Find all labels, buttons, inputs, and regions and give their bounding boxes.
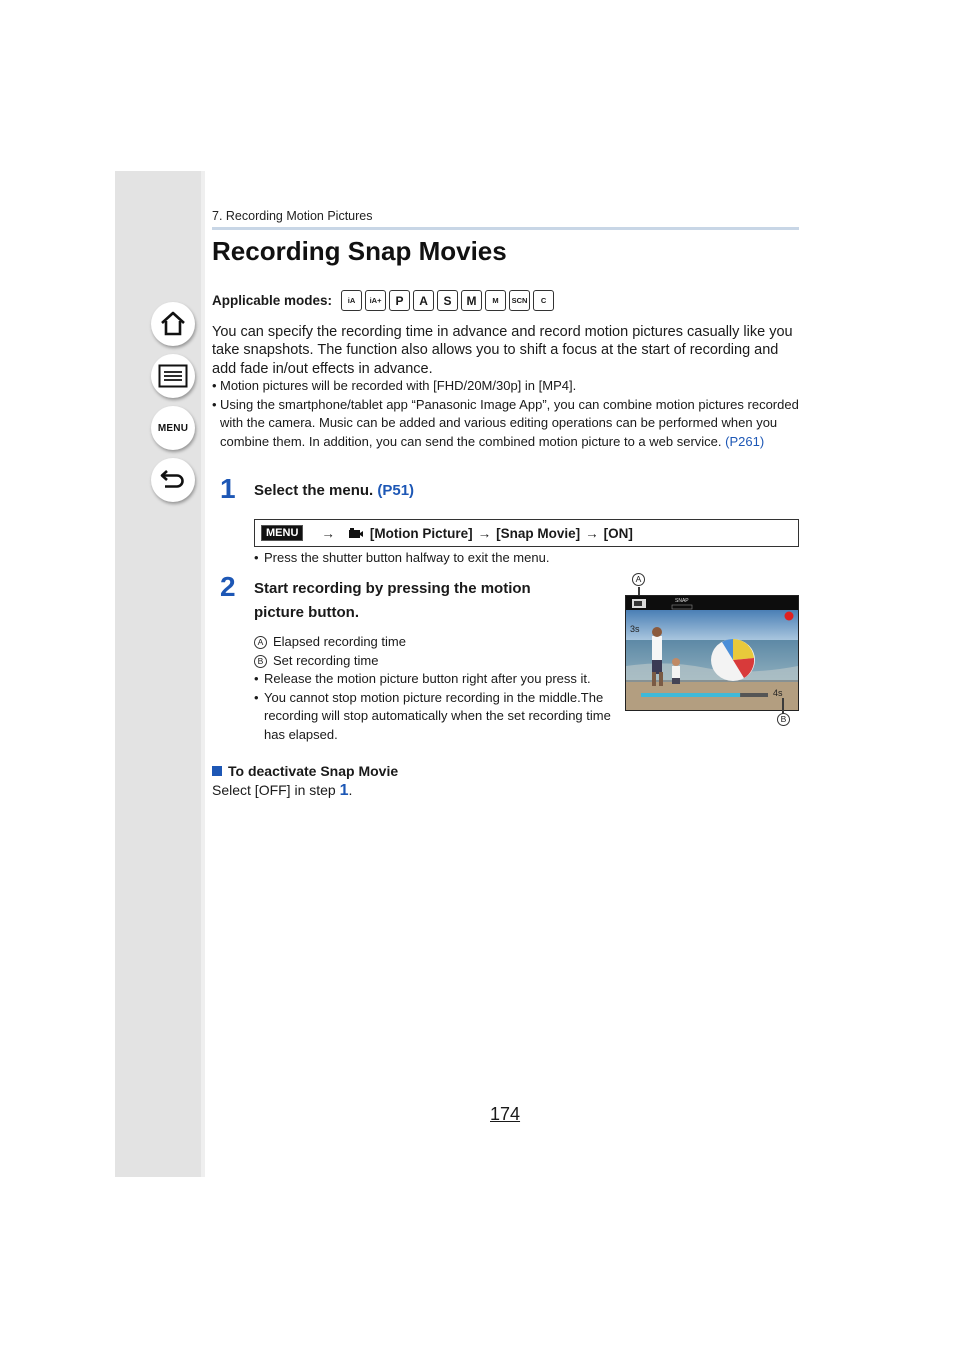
menu-path-arrow: → — [321, 525, 335, 541]
legend-a-mark: A — [254, 636, 267, 649]
mode-a-icon: A — [413, 290, 434, 311]
breadcrumb: 7. Recording Motion Pictures — [212, 209, 373, 223]
back-arrow-icon — [159, 467, 187, 493]
contents-button[interactable] — [151, 354, 195, 398]
header-divider — [212, 227, 799, 230]
step-2-heading — [254, 577, 604, 625]
legend-b-text: Set recording time — [273, 652, 379, 668]
menu-button[interactable] — [151, 406, 195, 450]
camera-screen-photo — [625, 595, 799, 711]
mode-scn-icon: SCN — [509, 290, 530, 311]
mode-movie-m-icon: M — [485, 290, 506, 311]
step-1-number: 1 — [220, 473, 236, 504]
home-icon — [159, 310, 187, 338]
link-p261[interactable]: (P261) — [725, 433, 765, 449]
menu-badge: MENU — [261, 525, 303, 541]
step-1-note-bullet: • Press the shutter button halfway to exit the menu. — [254, 549, 654, 568]
step-2-bullet-2: • You cannot stop motion picture recording in the middle.The recording will stop automatically when the set recording time has elapsed. — [254, 689, 614, 745]
applicable-modes-label: Applicable modes: — [212, 293, 333, 308]
menu-path-arrow: → — [585, 525, 599, 541]
menu-path-item-1: [Motion Picture] — [369, 525, 473, 541]
home-button[interactable] — [151, 302, 195, 346]
legend-b-mark: B — [254, 655, 267, 668]
mode-ia-plus-icon: iA+ — [365, 290, 386, 311]
intro-paragraph: You can specify the recording time in advance and record motion pictures casually like you take snapshots. The function also allows you to shift a focus at the start of recording and add fade in/out effects in advance. — [212, 324, 793, 377]
step-1-heading — [254, 479, 414, 503]
menu-path-arrow: → — [477, 525, 492, 541]
menu-path-box — [254, 519, 799, 547]
mode-creative-icon: C — [533, 290, 554, 311]
deactivate-text-before: Select [OFF] in step — [212, 782, 336, 798]
step-2-text-line-2: picture button. — [254, 604, 359, 621]
mode-m-icon: M — [461, 290, 482, 311]
snap-label: SNAP — [675, 598, 689, 604]
deactivate-step-ref: 1 — [339, 782, 349, 799]
link-p51[interactable]: (P51) — [377, 482, 415, 499]
menu-path-item-2: [Snap Movie] — [496, 525, 581, 541]
step-2-details — [254, 633, 614, 744]
deactivate-text-after: . — [348, 782, 353, 798]
back-button[interactable] — [151, 458, 195, 502]
list-icon — [158, 364, 188, 388]
legend-a-text: Elapsed recording time — [273, 634, 406, 649]
legend-a — [254, 633, 614, 652]
callout-a: A — [632, 573, 645, 586]
step-2-bullet-1: • Release the motion picture button right after you press it. — [254, 670, 614, 689]
step-1-text: Select the menu. — [254, 482, 374, 499]
step-2-text-line-1: Start recording by pressing the motion — [254, 580, 531, 597]
set-time: 4s — [773, 688, 783, 698]
applicable-modes — [212, 290, 554, 311]
step-1-note — [254, 549, 654, 568]
intro-bullet-2 — [212, 396, 802, 452]
page-title: Recording Snap Movies — [212, 236, 507, 266]
deactivate-heading — [212, 763, 398, 779]
callout-b: B — [777, 713, 790, 726]
menu-path-item-3: [ON] — [603, 525, 633, 541]
section-square-icon — [212, 766, 222, 776]
menu-button-label: MENU — [157, 422, 189, 434]
step-2-number: 2 — [220, 571, 236, 602]
deactivate-text — [212, 781, 352, 800]
callout-b-line — [782, 698, 784, 714]
motion-picture-icon — [348, 527, 364, 539]
elapsed-time: 3s — [630, 624, 640, 634]
intro-bullet-1: • Motion pictures will be recorded with [FHD/20M/30p] in [MP4]. — [212, 377, 802, 396]
deactivate-heading-text: To deactivate Snap Movie — [228, 763, 399, 779]
legend-b — [254, 652, 614, 671]
mode-s-icon: S — [437, 290, 458, 311]
mode-ia-icon: iA — [341, 290, 362, 311]
recording-progress-fill — [641, 693, 740, 697]
intro-bullets — [212, 377, 802, 451]
intro-bullet-2-text: Using the smartphone/tablet app “Panasonic Image App”, you can combine motion pictures recorded with the camera. Music can be added and various editing operations can be performed when you combine them. In addition, you can send the combined motion picture to a web service. — [220, 396, 799, 449]
sidebar-edge — [201, 171, 205, 1177]
mode-p-icon: P — [389, 290, 410, 311]
page-number: 174 — [490, 1104, 521, 1124]
